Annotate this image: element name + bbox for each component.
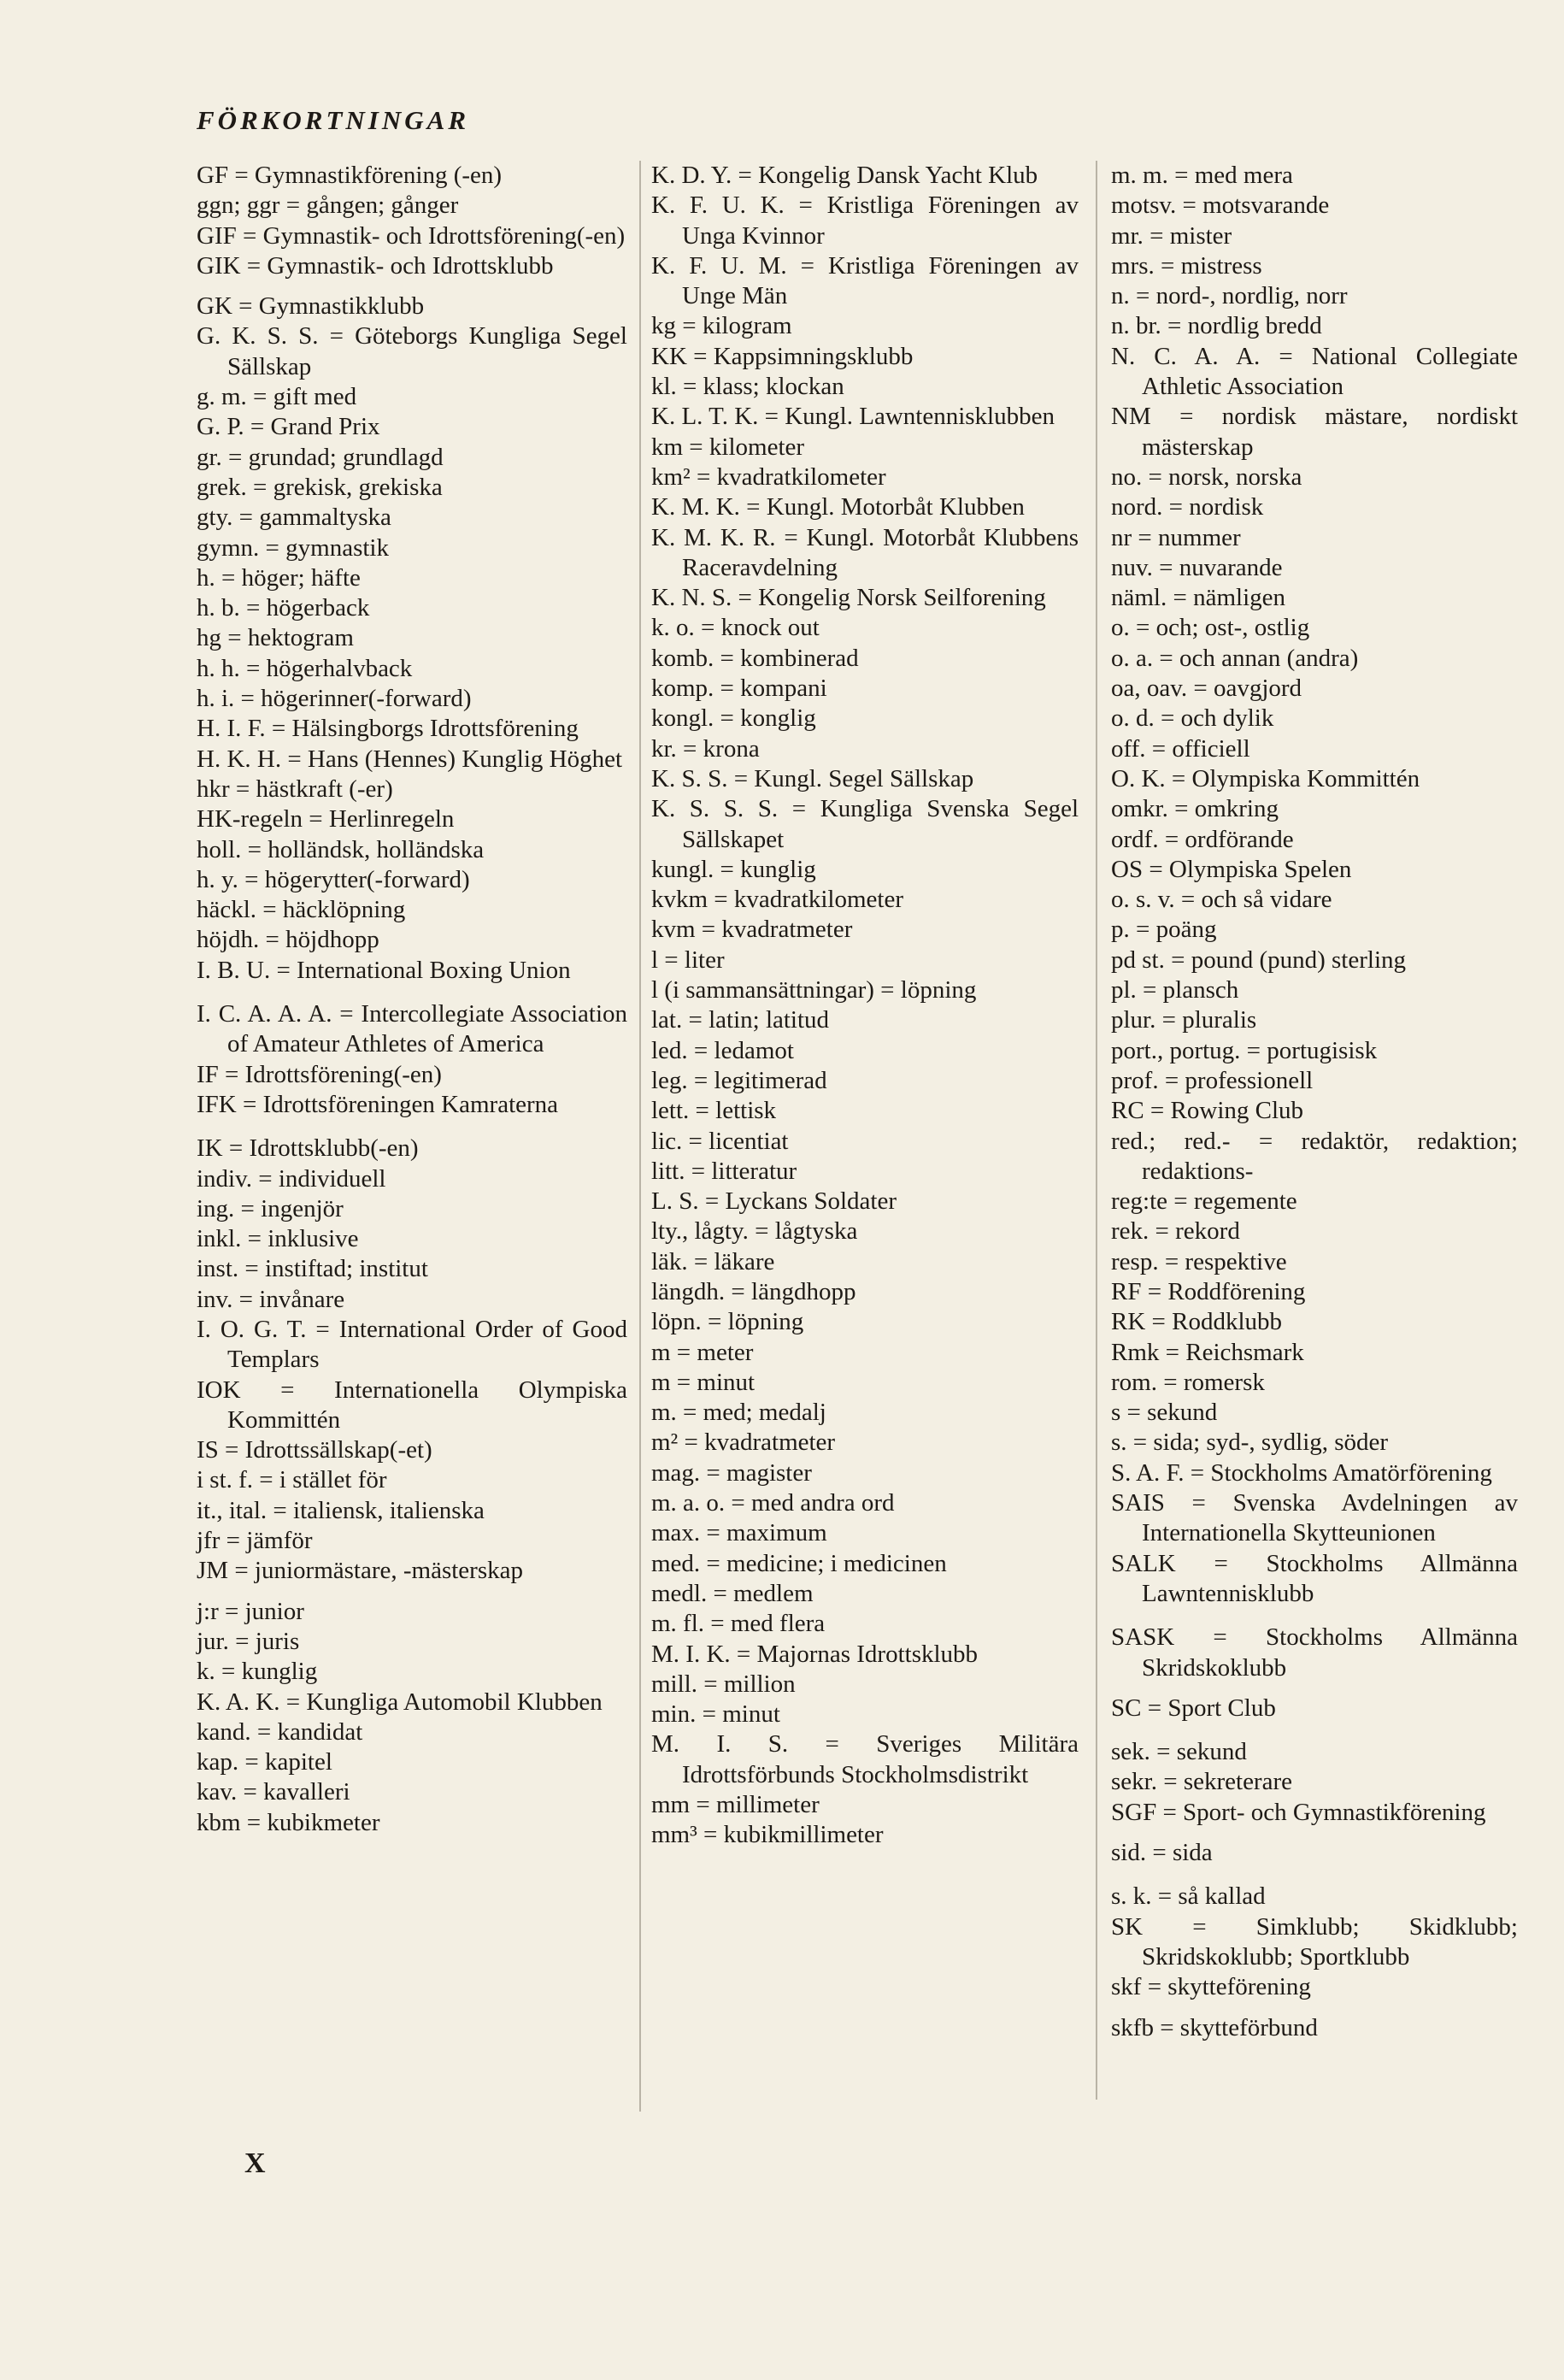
abbreviation-entry: komb. = kombinerad: [651, 644, 859, 672]
abbreviation-entry: resp. = respektive: [1111, 1247, 1287, 1275]
abbreviation-entry: H. K. H. = Hans (Hennes) Kunglig Höghet: [197, 745, 622, 773]
abbreviation-entry: pl. = plansch: [1111, 976, 1239, 1004]
abbreviation-entry: K. A. K. = Kungliga Automobil Klubben: [197, 1688, 603, 1716]
abbreviation-entry: mag. = magister: [651, 1458, 812, 1487]
abbreviation-entry: mm = millimeter: [651, 1791, 820, 1819]
abbreviation-entry: p. = poäng: [1111, 916, 1217, 944]
page-header: FÖRKORTNINGAR: [197, 105, 469, 135]
abbreviation-entry: kvm = kvadratmeter: [651, 916, 853, 944]
abbreviation-entry: M. I. S. = Sveriges Militära Idrottsförbunds Stockholmsdistrikt: [651, 1730, 1079, 1788]
abbreviation-entry: kungl. = kunglig: [651, 855, 816, 883]
abbreviation-entry: K. D. Y. = Kongelig Dansk Yacht Klub: [651, 162, 1038, 189]
abbreviation-entry: gty. = gammaltyska: [197, 504, 391, 532]
abbreviation-entry: GK = Gymnastikklubb: [197, 292, 425, 321]
abbreviation-entry: medl. = medlem: [651, 1579, 814, 1607]
abbreviation-entry: HK-regeln = Herlinregeln: [197, 805, 455, 834]
abbreviation-entry: grek. = grekisk, grekiska: [197, 473, 443, 501]
abbreviation-entry: G. P. = Grand Prix: [197, 413, 380, 441]
abbreviation-entry: ggn; ggr = gången; gånger: [197, 191, 459, 220]
abbreviation-entry: motsv. = motsvarande: [1111, 191, 1330, 220]
abbreviation-entry: L. S. = Lyckans Soldater: [651, 1187, 897, 1216]
abbreviation-entry: sid. = sida: [1111, 1839, 1213, 1867]
abbreviation-entry: h. = höger; häfte: [197, 563, 361, 592]
abbreviation-entry: höjdh. = höjdhopp: [197, 926, 379, 954]
abbreviation-entry: IF = Idrottsförening(-en): [197, 1060, 442, 1088]
abbreviation-entry: K. S. S. = Kungl. Segel Sällskap: [651, 764, 974, 792]
abbreviation-entry: RC = Rowing Club: [1111, 1097, 1304, 1125]
abbreviation-entry: SGF = Sport- och Gymnastikförening: [1111, 1798, 1486, 1826]
abbreviation-entry: gr. = grundad; grundlagd: [197, 443, 444, 471]
abbreviation-entry: h. y. = högerytter(-forward): [197, 865, 470, 893]
abbreviation-entry: n. = nord-, nordlig, norr: [1111, 282, 1348, 310]
abbreviation-entry: IFK = Idrottsföreningen Kamraterna: [197, 1090, 559, 1118]
abbreviation-entry: h. h. = högerhalvback: [197, 654, 413, 682]
abbreviation-entry: max. = maximum: [651, 1519, 827, 1547]
abbreviation-entry: kav. = kavalleri: [197, 1778, 350, 1806]
abbreviation-entry: nr = nummer: [1111, 523, 1241, 551]
abbreviation-entry: o. = och; ost-, ostlig: [1111, 614, 1310, 642]
abbreviation-entry: ordf. = ordförande: [1111, 825, 1294, 853]
abbreviation-entry: l = liter: [651, 946, 725, 974]
abbreviation-entry: gymn. = gymnastik: [197, 533, 389, 562]
abbreviation-entry: o. a. = och annan (andra): [1111, 644, 1359, 672]
column-divider: [639, 161, 641, 2112]
abbreviation-entry: mr. = mister: [1111, 221, 1232, 250]
abbreviation-entry: lty., lågty. = lågtyska: [651, 1217, 858, 1246]
abbreviation-entry: I. O. G. T. = International Order of Good Templars: [197, 1315, 627, 1374]
abbreviation-entry: g. m. = gift med: [197, 383, 357, 411]
abbreviation-entry: SALK = Stockholms Allmänna Lawntennisklubb: [1111, 1549, 1518, 1607]
abbreviation-entry: kongl. = konglig: [651, 704, 816, 733]
abbreviation-entry: K. L. T. K. = Kungl. Lawntennisklubben: [651, 403, 1055, 431]
abbreviation-entry: indiv. = individuell: [197, 1164, 386, 1193]
abbreviation-entry: SAIS = Svenska Avdelningen av Internationella Skytteunionen: [1111, 1489, 1518, 1547]
abbreviation-entry: K. F. U. K. = Kristliga Föreningen av Unga Kvinnor: [651, 191, 1079, 250]
abbreviation-entry: min. = minut: [651, 1700, 780, 1729]
abbreviation-entry: red.; red.- = redaktör, redaktion; redaktions-: [1111, 1127, 1518, 1185]
abbreviation-entry: K. F. U. M. = Kristliga Föreningen av Unge Män: [651, 251, 1079, 310]
abbreviation-entry: rom. = romersk: [1111, 1368, 1265, 1396]
abbreviation-entry: GIK = Gymnastik- och Idrottsklubb: [197, 251, 554, 280]
abbreviation-entry: oa, oav. = oavgjord: [1111, 675, 1302, 703]
abbreviation-entry: kap. = kapitel: [197, 1748, 332, 1776]
abbreviation-entry: reg:te = regemente: [1111, 1187, 1297, 1216]
abbreviation-entry: GF = Gymnastikförening (-en): [197, 162, 503, 189]
abbreviation-entry: SASK = Stockholms Allmänna Skridskoklubb: [1111, 1623, 1518, 1682]
abbreviation-entry: lic. = licentiat: [651, 1127, 789, 1155]
abbreviation-entry: l (i sammansättningar) = löpning: [651, 976, 977, 1004]
abbreviation-entry: m. m. = med mera: [1111, 162, 1293, 189]
column-divider: [1096, 161, 1097, 2100]
abbreviation-entry: hkr = hästkraft (-er): [197, 775, 393, 803]
abbreviation-entry: kvkm = kvadratkilometer: [651, 886, 903, 914]
abbreviation-entry: pd st. = pound (pund) sterling: [1111, 946, 1406, 974]
abbreviation-entry: kg = kilogram: [651, 312, 792, 340]
abbreviation-entry: JM = juniormästare, -mästerskap: [197, 1557, 523, 1585]
abbreviation-entry: m = meter: [651, 1338, 754, 1366]
abbreviation-entry: skf = skytteförening: [1111, 1973, 1311, 2001]
abbreviation-entry: längdh. = längdhopp: [651, 1277, 856, 1305]
abbreviation-entry: inv. = invånare: [197, 1285, 345, 1313]
abbreviation-entry: inst. = instiftad; institut: [197, 1255, 428, 1283]
abbreviation-entry: K. N. S. = Kongelig Norsk Seilforening: [651, 584, 1046, 612]
abbreviation-entry: h. b. = högerback: [197, 594, 370, 622]
abbreviation-entry: skfb = skytteförbund: [1111, 2013, 1318, 2041]
abbreviation-entry: plur. = pluralis: [1111, 1006, 1257, 1034]
abbreviation-entry: prof. = professionell: [1111, 1066, 1314, 1094]
abbreviation-entry: IK = Idrottsklubb(-en): [197, 1134, 419, 1163]
abbreviation-entry: sekr. = sekreterare: [1111, 1768, 1292, 1796]
abbreviation-entry: I. C. A. A. A. = Intercollegiate Association of Amateur Athletes of America: [197, 1000, 627, 1058]
abbreviation-entry: häckl. = häcklöpning: [197, 896, 406, 924]
abbreviation-entry: GIF = Gymnastik- och Idrottsförening(-en): [197, 221, 626, 250]
abbreviation-entry: SC = Sport Club: [1111, 1694, 1276, 1722]
abbreviation-entry: komp. = kompani: [651, 675, 827, 703]
abbreviation-entry: I. B. U. = International Boxing Union: [197, 956, 571, 984]
abbreviation-entry: off. = officiell: [1111, 734, 1250, 763]
abbreviation-entry: s. k. = så kallad: [1111, 1882, 1266, 1911]
abbreviation-entry: leg. = legitimerad: [651, 1066, 827, 1094]
abbreviation-entry: kand. = kandidat: [197, 1717, 363, 1746]
abbreviation-entry: port., portug. = portugisisk: [1111, 1036, 1378, 1064]
abbreviation-entry: m. a. o. = med andra ord: [651, 1489, 895, 1517]
abbreviation-entry: NM = nordisk mästare, nordiskt mästerskap: [1111, 403, 1518, 461]
abbreviation-entry: ing. = ingenjör: [197, 1194, 344, 1222]
abbreviation-entry: S. A. F. = Stockholms Amatörförening: [1111, 1458, 1492, 1487]
abbreviation-entry: M. I. K. = Majornas Idrottsklubb: [651, 1640, 979, 1668]
abbreviation-entry: i st. f. = i stället för: [197, 1466, 387, 1494]
abbreviation-entry: N. C. A. A. = National Collegiate Athletic Association: [1111, 342, 1518, 401]
abbreviation-entry: KK = Kappsimningsklubb: [651, 342, 914, 370]
abbreviation-entry: n. br. = nordlig bredd: [1111, 312, 1322, 340]
abbreviation-entry: med. = medicine; i medicinen: [651, 1549, 947, 1577]
abbreviation-entry: IOK = Internationella Olympiska Kommittén: [197, 1376, 627, 1434]
abbreviation-entry: led. = ledamot: [651, 1036, 794, 1064]
abbreviation-entry: kbm = kubikmeter: [197, 1808, 380, 1836]
abbreviation-entry: o. s. v. = och så vidare: [1111, 886, 1332, 914]
abbreviation-entry: mrs. = mistress: [1111, 251, 1262, 280]
abbreviation-entry: j:r = junior: [197, 1597, 304, 1625]
abbreviation-entry: holl. = holländsk, holländska: [197, 835, 485, 863]
abbreviation-entry: sek. = sekund: [1111, 1738, 1247, 1766]
abbreviation-entry: IS = Idrottssällskap(-et): [197, 1436, 432, 1464]
abbreviation-entry: K. S. S. S. = Kungliga Svenska Segel Sällskapet: [651, 795, 1079, 853]
abbreviation-entry: m = minut: [651, 1368, 756, 1396]
abbreviation-entry: s = sekund: [1111, 1399, 1218, 1427]
abbreviation-entry: kr. = krona: [651, 734, 760, 763]
abbreviation-entry: OS = Olympiska Spelen: [1111, 855, 1352, 883]
abbreviation-entry: K. M. K. R. = Kungl. Motorbåt Klubbens Raceravdelning: [651, 523, 1079, 581]
abbreviation-entry: nord. = nordisk: [1111, 493, 1264, 521]
page-number: X: [244, 2147, 266, 2179]
abbreviation-entry: s. = sida; syd-, sydlig, söder: [1111, 1429, 1389, 1457]
abbreviation-entry: O. K. = Olympiska Kommittén: [1111, 764, 1420, 792]
abbreviation-entry: k. = kunglig: [197, 1658, 318, 1686]
abbreviation-entry: o. d. = och dylik: [1111, 704, 1274, 733]
abbreviation-entry: jur. = juris: [197, 1627, 300, 1655]
abbreviation-entry: km² = kvadratkilometer: [651, 462, 886, 491]
abbreviation-entry: m² = kvadratmeter: [651, 1429, 836, 1457]
abbreviation-entry: k. o. = knock out: [651, 614, 820, 642]
abbreviation-entry: m. = med; medalj: [651, 1399, 826, 1427]
abbreviation-entry: löpn. = löpning: [651, 1308, 804, 1336]
abbreviation-entry: hg = hektogram: [197, 624, 354, 652]
abbreviation-entry: h. i. = högerinner(-forward): [197, 685, 472, 713]
abbreviation-entry: lett. = lettisk: [651, 1097, 777, 1125]
abbreviation-entry: K. M. K. = Kungl. Motorbåt Klubben: [651, 493, 1025, 521]
abbreviation-entry: SK = Simklubb; Skidklubb; Skridskoklubb; Sportklubb: [1111, 1912, 1518, 1971]
abbreviation-entry: no. = norsk, norska: [1111, 462, 1302, 491]
abbreviation-entry: omkr. = omkring: [1111, 795, 1279, 823]
abbreviation-entry: jfr = jämför: [197, 1527, 313, 1555]
abbreviation-entry: mm³ = kubikmillimeter: [651, 1821, 884, 1849]
abbreviation-entry: km = kilometer: [651, 433, 805, 461]
abbreviation-entry: it., ital. = italiensk, italienska: [197, 1496, 485, 1524]
abbreviation-entry: nuv. = nuvarande: [1111, 553, 1283, 581]
abbreviation-entry: RK = Roddklubb: [1111, 1308, 1283, 1336]
abbreviation-entry: mill. = million: [651, 1670, 796, 1698]
abbreviation-entry: rek. = rekord: [1111, 1217, 1240, 1246]
abbreviation-entry: G. K. S. S. = Göteborgs Kungliga Segel Sällskap: [197, 322, 627, 380]
abbreviation-entry: H. I. F. = Hälsingborgs Idrottsförening: [197, 715, 579, 743]
abbreviation-entry: litt. = litteratur: [651, 1157, 797, 1185]
abbreviation-entry: läk. = läkare: [651, 1247, 775, 1275]
abbreviation-entry: inkl. = inklusive: [197, 1225, 359, 1253]
abbreviation-entry: m. fl. = med flera: [651, 1610, 826, 1638]
abbreviation-column-3: [1111, 161, 1518, 2043]
abbreviation-entry: kl. = klass; klockan: [651, 373, 844, 401]
abbreviation-entry: RF = Roddförening: [1111, 1277, 1306, 1305]
abbreviation-entry: Rmk = Reichsmark: [1111, 1338, 1304, 1366]
abbreviation-column-2: [651, 161, 1079, 1851]
abbreviation-column-1: [197, 161, 627, 1838]
abbreviation-entry: lat. = latin; latitud: [651, 1006, 830, 1034]
abbreviation-entry: näml. = nämligen: [1111, 584, 1286, 612]
